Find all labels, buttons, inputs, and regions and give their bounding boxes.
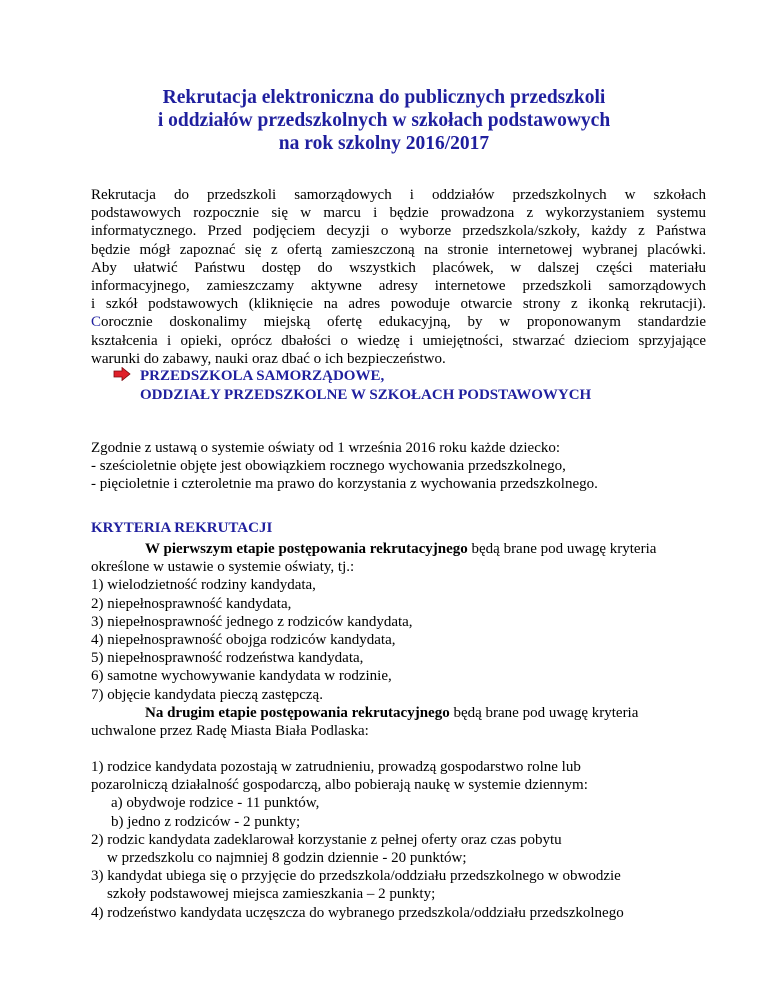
criteria-item: 6) samotne wychowywanie kandydata w rodzinie,: [91, 668, 392, 685]
criterion-2-line-1: 2) rodzic kandydata zadeklarował korzystanie z pełnej oferty oraz czas pobytu: [91, 831, 562, 848]
criterion-3-line-1: 3) kandydat ubiega się o przyjęcie do przedszkola/oddziału przedszkolnego w obwodzie: [91, 868, 621, 885]
law-line: - pięcioletnie i czteroletnie ma prawo do korzystania z wychowania przedszkolnego.: [91, 476, 598, 493]
criteria-item: 1) wielodzietność rodziny kandydata,: [91, 577, 316, 594]
criteria-title: KRYTERIA REKRUTACJI: [91, 520, 273, 536]
law-line: - sześcioletnie objęte jest obowiązkiem rocznego wychowania przedszkolnego,: [91, 458, 566, 475]
criterion-1-line-2: pozarolniczą działalność gospodarczą, albo pobierają naukę w systemie dziennym:: [91, 777, 588, 794]
law-line: Zgodnie z ustawą o systemie oświaty od 1 września 2016 roku każde dziecko:: [91, 440, 561, 456]
stage-1-intro: [91, 540, 656, 558]
law-paragraph: [91, 439, 598, 494]
intro-line: i szkół podstawowych (kliknięcie na adres powoduje otwarcie strony z ikonką rekrutacji).: [91, 296, 706, 313]
intro-capital-letter: C: [91, 314, 102, 331]
stage-1-bold: W pierwszym etapie postępowania rekrutacyjnego: [145, 541, 468, 557]
criterion-2-line-2: w przedszkolu co najmniej 8 godzin dziennie - 20 punktów;: [107, 850, 467, 867]
criteria-stage-1: [91, 540, 656, 704]
intro-line: informacyjnego, zamieszczamy aktywne adresy internetowe przedszkoli samorządowych: [91, 278, 706, 295]
title-line-1: Rekrutacja elektroniczna do publicznych przedszkoli: [162, 87, 606, 108]
title-line-3: na rok szkolny 2016/2017: [278, 133, 490, 154]
stage-2-rest: będą brane pod uwagę kryteria: [449, 705, 639, 721]
section-heading: [140, 367, 591, 404]
criterion-1-b: b) jedno z rodziców - 2 punkty;: [111, 813, 301, 830]
document-title: [0, 86, 768, 155]
intro-line: Rekrutacja do przedszkoli samorządowych i oddziałów przedszkolnych w szkołach: [91, 187, 706, 203]
criteria-item: 7) objęcie kandydata pieczą zastępczą.: [91, 686, 323, 703]
stage-1-line-2: określone w ustawie o systemie oświaty, tj.:: [91, 559, 355, 576]
stage-2-line-2: uchwalone przez Radę Miasta Biała Podlaska:: [91, 723, 369, 740]
criterion-4-line-1: 4) rodzeństwo kandydata uczęszcza do wybranego przedszkola/oddziału przedszkolnego: [91, 904, 624, 921]
criteria-item: 5) niepełnosprawność rodzeństwa kandydata,: [91, 650, 364, 667]
intro-paragraph: [91, 186, 706, 368]
stage-2-bold: Na drugim etapie postępowania rekrutacyjnego: [145, 705, 450, 721]
criterion-3-line-2: szkoły podstawowej miejsca zamieszkania – 2 punkty;: [107, 886, 436, 903]
intro-line: Aby ułatwić Państwu dostęp do wszystkich placówek, w dalszej części materiału: [91, 259, 706, 276]
intro-line: informatycznego. Przed podjęciem decyzji o wyborze przedszkola/szkoły, każdy z Państwa: [91, 223, 706, 240]
intro-line: podstawowych rozpocznie się w marcu i będzie prowadzona z wykorzystaniem systemu: [91, 205, 706, 222]
intro-line: kształcenia i opieki, oprócz dbałości o wiedzę i umiejętności, stwarzać dzieciom sprzyjające: [91, 332, 706, 349]
criteria-stage-2-list: [91, 758, 624, 922]
intro-line: [91, 313, 706, 331]
intro-line: warunki do zabawy, nauki oraz dbać o ich bezpieczeństwo.: [91, 350, 446, 367]
criteria-item: 3) niepełnosprawność jednego z rodziców kandydata,: [91, 613, 413, 630]
criteria-item: 4) niepełnosprawność obojga rodziców kandydata,: [91, 632, 396, 649]
criterion-1-a: a) obydwoje rodzice - 11 punktów,: [111, 795, 320, 812]
arrow-right-icon: [113, 367, 131, 381]
criteria-item: 2) niepełnosprawność kandydata,: [91, 595, 292, 612]
stage-2-intro: [91, 704, 638, 722]
criteria-stage-2: [91, 704, 638, 740]
stage-1-rest: będą brane pod uwagę kryteria: [467, 541, 657, 557]
criterion-1-line-1: 1) rodzice kandydata pozostają w zatrudnieniu, prowadzą gospodarstwo rolne lub: [91, 759, 581, 775]
intro-line-rest: orocznie doskonalimy miejską ofertę edukacyjną, by w proponowanym standardzie: [101, 314, 706, 331]
section-heading-line-1: PRZEDSZKOLA SAMORZĄDOWE,: [140, 368, 385, 384]
title-line-2: i oddziałów przedszkolnych w szkołach podstawowych: [157, 110, 611, 131]
intro-line: będzie mógł zapoznać się z ofertą zamieszczoną na stronie internetowej wybranej placówki.: [91, 241, 706, 258]
section-heading-line-2: ODDZIAŁY PRZEDSZKOLNE W SZKOŁACH PODSTAWOWYCH: [140, 386, 592, 403]
